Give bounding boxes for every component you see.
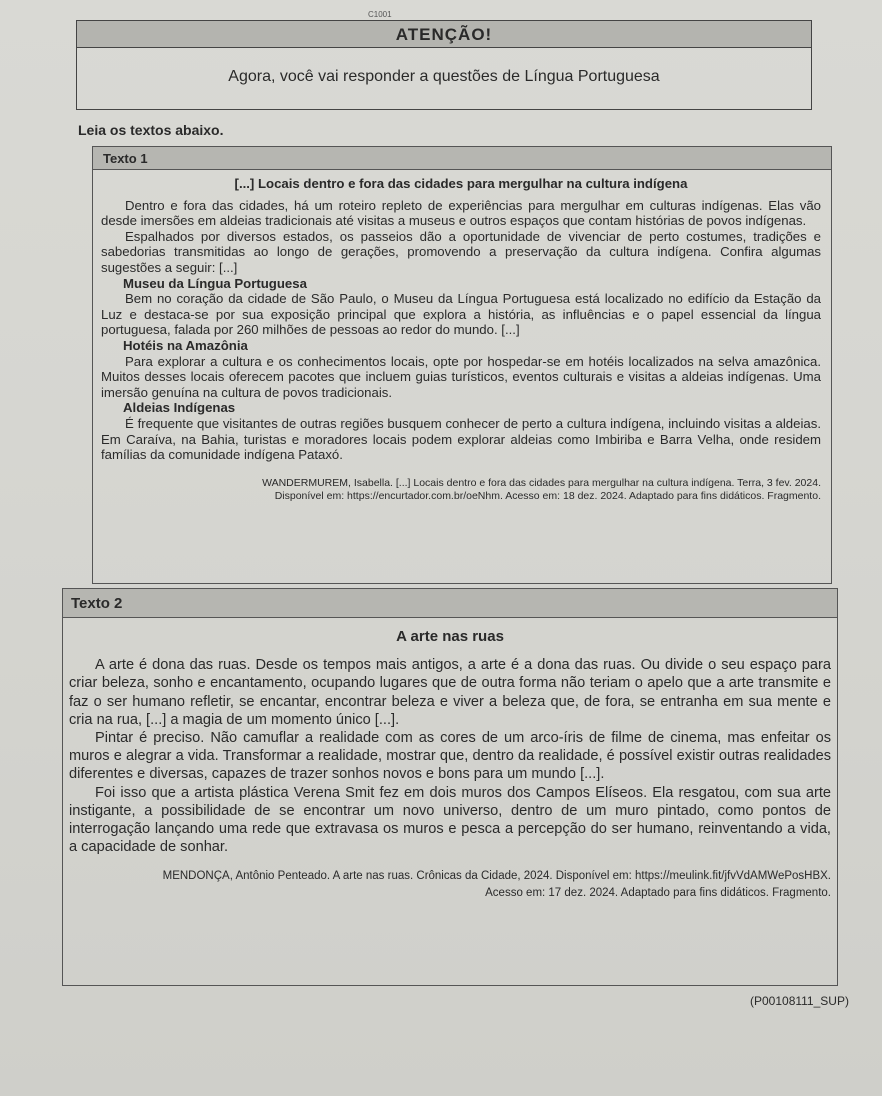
texto2-title: A arte nas ruas [396, 628, 504, 645]
texto1-paragraph-1: Dentro e fora das cidades, há um roteiro repleto de experiências para mergulhar em culturas indígenas. Elas vão desde imersões em aldeias tradicionais até visitas a museus e outros espaços que contam histórias de povos indígenas. [101, 197, 821, 229]
texto1-source-line-2: Disponível em: https://encurtador.com.br/oeNhm. Acesso em: 18 dez. 2024. Adaptado para fins didáticos. Fragmento. [274, 490, 821, 503]
texto1-subtitle-hoteis: Hotéis na Amazônia [123, 337, 248, 353]
texto1-box [92, 146, 832, 584]
texto2-source-line-1: MENDONÇA, Antônio Penteado. A arte nas ruas. Crônicas da Cidade, 2024. Disponível em: https://meulink.fit/jfvVdAMWePosHBX. [162, 870, 831, 883]
texto2-paragraph-3: Foi isso que a artista plástica Verena Smit fez em dois muros dos Campos Elíseos. Ela resgatou, com sua arte instigante, a possibilidade de se encontrar um novo universo, dentro de um muro pintado, como pontos de interrogação lançando uma rede que extravasa os muros e pesca a percepção do ser humano, reinventando a vida, a capacidade de sonhar. [69, 784, 831, 856]
texto2-box [62, 588, 838, 986]
texto1-title: [...] Locais dentro e fora das cidades para mergulhar na cultura indígena [234, 176, 688, 191]
texto1-label: Texto 1 [93, 147, 831, 170]
attention-box [76, 20, 812, 110]
instruction: Leia os textos abaixo. [78, 122, 224, 138]
texto1-source-line-1: WANDERMUREM, Isabella. [...] Locais dentro e fora das cidades para mergulhar na cultura indígena. Terra, 3 fev. 2024. [262, 476, 821, 489]
texto2-source-line-2: Acesso em: 17 dez. 2024. Adaptado para fins didáticos. Fragmento. [485, 887, 831, 900]
texto1-paragraph-5: É frequente que visitantes de outras regiões busquem conhecer de perto a cultura indígena, incluindo visitas a aldeias. Em Caraíva, na Bahia, turistas e moradores locais podem explorar aldeias como Imbiriba e Barra Velha, onde residem famílias da comunidade indígena Pataxó. [101, 415, 821, 463]
texto2-content [63, 618, 837, 902]
attention-message: Agora, você vai responder a questões de Língua Portuguesa [228, 68, 660, 85]
texto2-paragraph-2: Pintar é preciso. Não camuflar a realidade com as cores de um arco-íris de filme de cinema, mas enfeitar os muros e alegrar a vida. Transformar a realidade, mostrar que, dentro da realidade, é possível existir outras realidades diferentes e diversas, capazes de trazer sonhos novos e bons para um mundo [...]. [69, 730, 831, 783]
texto1-subtitle-museu: Museu da Língua Portuguesa [123, 275, 307, 291]
attention-title: ATENÇÃO! [77, 21, 811, 48]
texto2-source [69, 868, 831, 902]
texto1-content [93, 170, 831, 504]
texto1-paragraph-2: Espalhados por diversos estados, os passeios dão a oportunidade de vivenciar de perto costumes, tradições e sabedorias transmitidas ao longo de gerações, promovendo a preservação da cultura indígena. Confira algumas sugestões a seguir: [...] [101, 228, 821, 275]
texto2-paragraph-1: A arte é dona das ruas. Desde os tempos mais antigos, a arte é a dona das ruas. Ou divide o seu espaço para criar beleza, sonho e encantamento, ocupando lugares que de outra forma não teriam o apelo que a arte transmite e faz o ser humano refletir, se encantar, encontrar beleza e viver a beleza que, de fora, se entranha em sua mente e cria na rua, [...] a magia de um momento único [...]. [69, 657, 831, 728]
texto1-subtitle-aldeias: Aldeias Indígenas [123, 400, 236, 416]
page-code: C1001 [368, 10, 392, 19]
texto1-paragraph-4: Para explorar a cultura e os conhecimentos locais, opte por hospedar-se em hotéis localizados na selva amazônica. Muitos desses locais oferecem pacotes que incluem guias turísticos, eventos culturais e visitas a aldeias indígenas. Uma imersão genuína na cultura de povos tradicionais. [101, 353, 821, 400]
texto1-paragraph-3: Bem no coração da cidade de São Paulo, o Museu da Língua Portuguesa está localizado no edifício da Estação da Luz e destaca-se por sua exposição principal que explora a história, as influências e o papel essencial da língua portuguesa, falada por 260 milhões de pessoas ao redor do mundo. [...] [101, 291, 821, 338]
texto2-label: Texto 2 [63, 589, 837, 618]
footer-code: (P00108111_SUP) [750, 994, 849, 1008]
texto1-source [101, 477, 821, 504]
